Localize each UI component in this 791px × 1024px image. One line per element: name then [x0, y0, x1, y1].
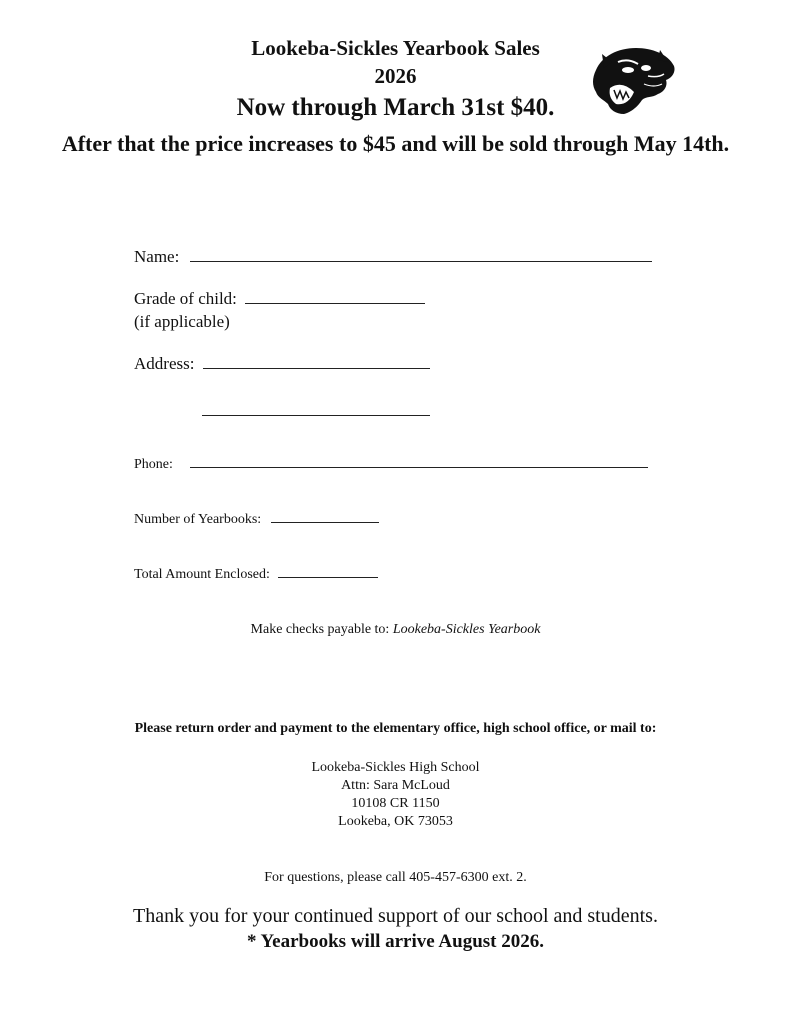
address-line-2[interactable]: [202, 399, 430, 416]
yearbooks-line[interactable]: [271, 522, 379, 523]
phone-line[interactable]: [190, 467, 648, 468]
total-field[interactable]: [134, 567, 378, 583]
total-label: Total Amount Enclosed:: [134, 567, 270, 582]
page-title: Lookeba-Sickles Yearbook Sales: [251, 36, 540, 60]
thank-you-note: Thank you for your continued support of our school and students.: [133, 905, 658, 927]
panther-head-icon: [588, 40, 678, 116]
checks-payable: [0, 622, 791, 638]
grade-label: Grade of child:: [134, 289, 237, 308]
grade-note: (if applicable): [134, 312, 230, 331]
address-line: Attn: Sara McLoud: [341, 778, 450, 793]
address-line-1[interactable]: [203, 368, 430, 369]
current-price-notice: Now through March 31st $40.: [236, 94, 555, 121]
yearbooks-label: Number of Yearbooks:: [134, 512, 262, 527]
mailing-address: [0, 759, 791, 831]
name-label: Name:: [134, 247, 180, 266]
yearbooks-field[interactable]: [134, 512, 379, 528]
address-field[interactable]: [134, 354, 430, 374]
address-line: Lookeba, OK 73053: [338, 814, 453, 829]
phone-label: Phone:: [134, 457, 173, 472]
price-increase-notice: After that the price increases to $45 and will be sold through May 14th.: [61, 131, 730, 156]
phone-field[interactable]: [134, 457, 648, 473]
name-field[interactable]: [134, 247, 652, 267]
address-line: 10108 CR 1150: [351, 796, 440, 811]
address-label: Address:: [134, 354, 195, 373]
address-line: Lookeba-Sickles High School: [311, 760, 480, 775]
checks-payee: Lookeba-Sickles Yearbook: [392, 622, 541, 637]
questions-contact: For questions, please call 405-457-6300 ext. 2.: [264, 870, 527, 885]
grade-field[interactable]: [134, 289, 425, 309]
return-instructions: Please return order and payment to the elementary office, high school office, or mail to:: [134, 721, 657, 736]
grade-line[interactable]: [245, 303, 425, 304]
name-line[interactable]: [190, 261, 652, 262]
total-line[interactable]: [278, 577, 378, 578]
yearbook-year: 2026: [374, 64, 417, 88]
checks-prefix: Make checks payable to:: [250, 622, 390, 637]
arrival-notice: * Yearbooks will arrive August 2026.: [247, 931, 544, 952]
